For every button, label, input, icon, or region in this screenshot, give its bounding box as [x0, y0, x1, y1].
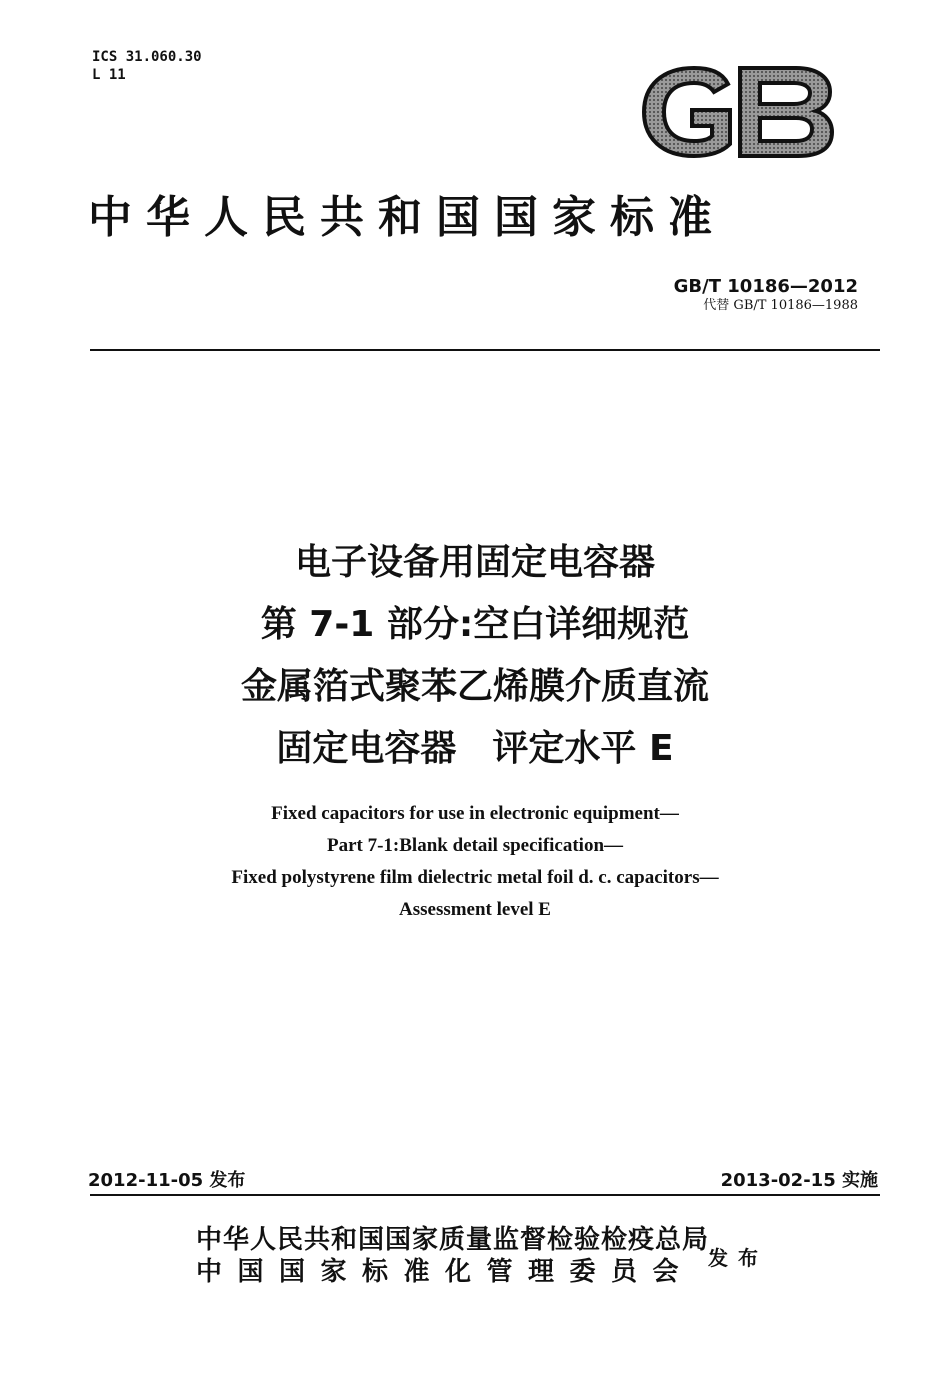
title-en-line: Fixed capacitors for use in electronic equipment—: [271, 803, 679, 824]
issuing-bodies: [196, 1224, 709, 1288]
title-en-line: Part 7-1:Blank detail specification—: [326, 835, 624, 856]
title-cn-line: 电子设备用固定电容器: [294, 542, 655, 583]
issuer-aqsiq: 中华人民共和国国家质量监督检验检疫总局: [196, 1225, 710, 1255]
title-en: [0, 798, 950, 926]
title-cn: [0, 532, 950, 780]
ics-code: ICS 31.060.30: [92, 49, 202, 65]
classification-codes: [92, 48, 202, 84]
issue-date: 2012-11-05 发布: [88, 1170, 246, 1191]
implementation-date: 2013-02-15 实施: [720, 1170, 878, 1191]
footer-divider: [90, 1194, 880, 1196]
title-cn-line: 第 7-1 部分:空白详细规范: [260, 604, 690, 645]
class-code: L 11: [92, 67, 126, 83]
standard-number-block: [674, 276, 858, 314]
title-en-line: Assessment level E: [399, 899, 551, 920]
header-divider: [90, 349, 880, 351]
gb-logo-icon: [636, 62, 836, 162]
standard-code: GB/T 10186—2012: [673, 276, 858, 297]
publish-label: 发布: [708, 1246, 768, 1270]
issuer-sac: 中国国家标准化管理委员会: [196, 1257, 695, 1287]
replaces-code: 代替 GB/T 10186—1988: [703, 298, 858, 313]
title-en-line: Fixed polystyrene film dielectric metal foil d. c. capacitors—: [231, 867, 719, 888]
title-cn-line: 金属箔式聚苯乙烯膜介质直流: [240, 666, 709, 707]
org-title: 中华人民共和国国家标准: [88, 192, 726, 243]
title-cn-line: 固定电容器 评定水平 E: [276, 728, 674, 769]
